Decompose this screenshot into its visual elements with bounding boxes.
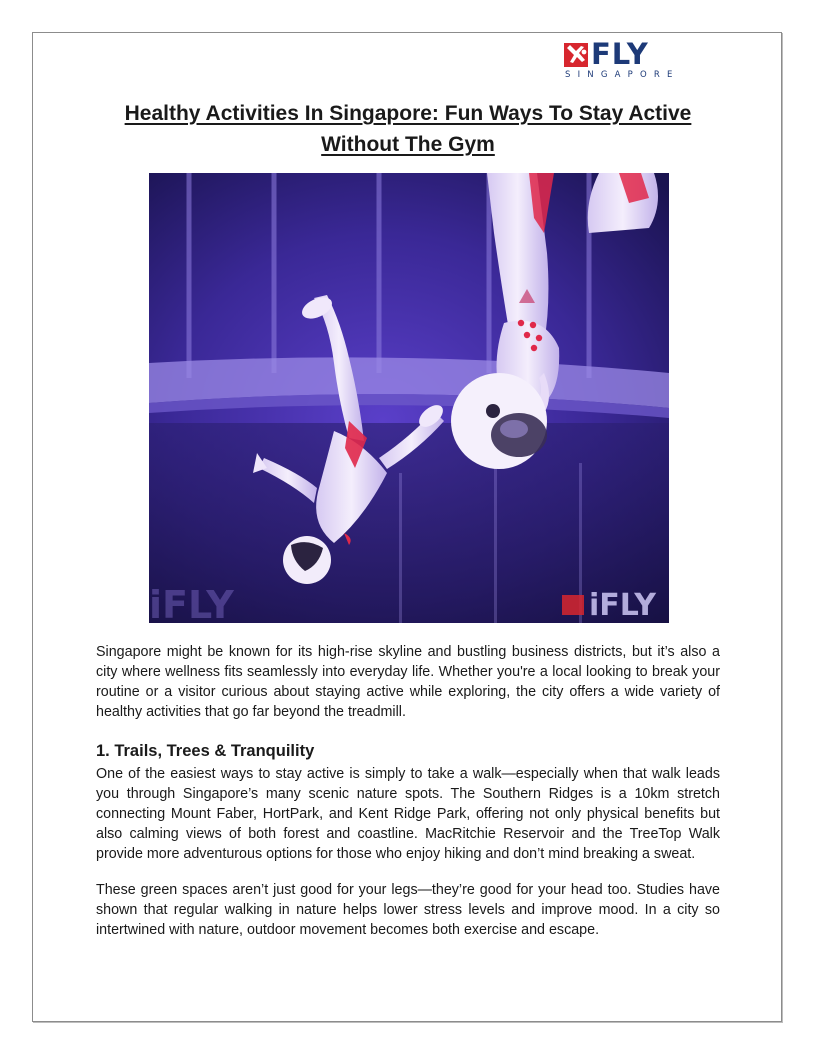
ifly-skydiver-icon [563,40,591,70]
hero-illustration [149,173,669,623]
section-paragraph-2: These green spaces aren’t just good for your legs—they’re good for your head too. Studies have shown that regular walking in nature helps lower stress levels and improve mood. In a city so intertwined with nature, outdoor movement becomes both exercise and escape. [96,882,720,938]
logo-wordmark: FLY [591,37,649,71]
wall-brand-left: iFLY [149,583,234,623]
article-title: Healthy Activities In Singapore: Fun Ways To Stay Active Without The Gym [124,102,692,156]
logo-subtitle: SINGAPORE [565,70,680,80]
wall-brand-right: iFLY [589,588,656,623]
hero-image [149,173,669,623]
section-paragraph-1: One of the easiest ways to stay active is simply to take a walk—especially when that walk leads you through Singapore’s many scenic nature spots. The Southern Ridges is a 10km stretch connecting Mount Faber, HortPark, and Kent Ridge Park, offering not only physical benefits but also calming views of both forest and coastline. MacRitchie Reservoir and the TreeTop Walk provide more adventurous options for those who enjoy hiking and don’t mind breaking a sweat. [96,766,720,862]
ifly-logo [563,37,693,82]
section-heading: 1. Trails, Trees & Tranquility [96,742,315,760]
intro-paragraph: Singapore might be known for its high-rise skyline and bustling business districts, but it’s also a city where wellness fits seamlessly into everyday life. Whether you're a local looking to break your routine or a visitor curious about staying active while exploring, the city offers a wide variety of healthy activities that go far beyond the treadmill. [96,644,720,720]
